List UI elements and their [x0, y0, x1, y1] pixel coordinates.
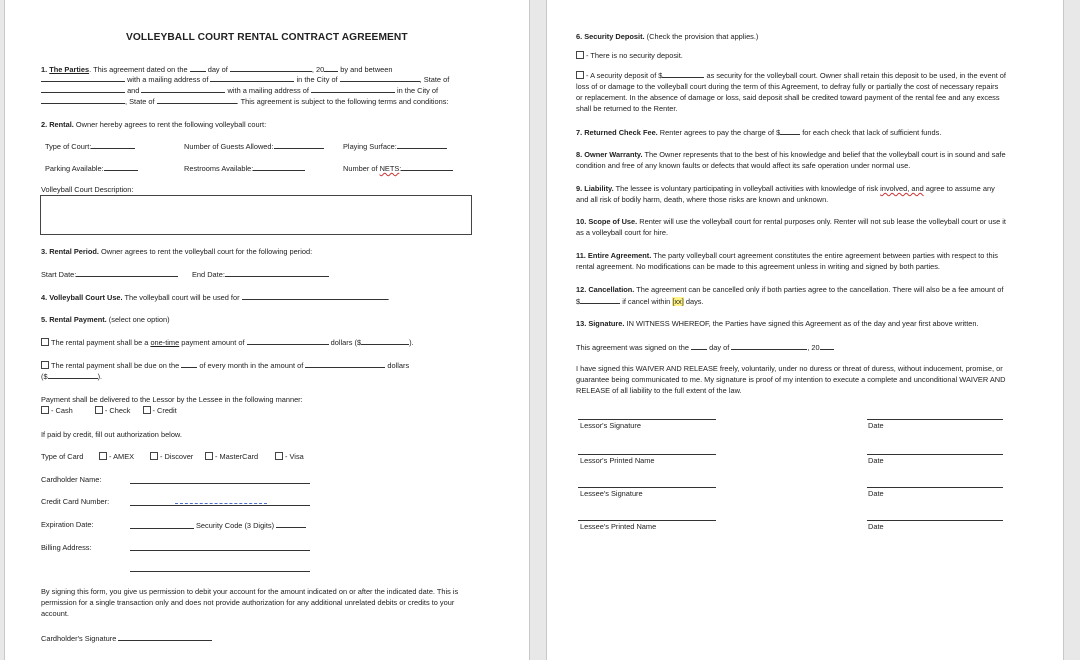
guests-row: Number of Guests Allowed: — [184, 140, 324, 152]
credit-instructions: If paid by credit, fill out authorization below. — [41, 430, 182, 439]
billing-address-field-2[interactable] — [130, 571, 310, 572]
card-number-guide — [175, 503, 267, 504]
party2-address-field[interactable] — [311, 84, 395, 93]
party1-state-field[interactable] — [41, 84, 125, 93]
parties-line-3: and with a mailing address of in the City of — [41, 84, 438, 96]
s12-text: 12. Cancellation. The agreement can be cancelled only if both parties agree to the cancellation. There will also be a fee amount of $ if cancel within [xx] days. — [576, 285, 1004, 306]
s6-heading: 6. Security Deposit. (Check the provision that applies.) — [576, 32, 759, 41]
date-label-2: Date — [868, 456, 884, 465]
payment-option-2-checkbox[interactable] — [41, 361, 49, 369]
payment-option-2: The rental payment shall be due on the of every month in the amount of dollars — [41, 359, 409, 371]
document-title: VOLLEYBALL COURT RENTAL CONTRACT AGREEMENT — [126, 32, 408, 43]
party2-state-field[interactable] — [157, 95, 237, 104]
nets-row: Number of NETS: — [343, 162, 453, 174]
page-2 — [546, 0, 1064, 660]
nets-field[interactable] — [401, 162, 453, 171]
s10-text: 10. Scope of Use. Renter will use the volleyball court for rental purposes only. Renter will not sub lease the volleyball court or use it as a volleyball court for hire. — [576, 217, 1006, 237]
parties-line-1: 1. The Parties. This agreement dated on the day of , 20 by and between — [41, 65, 393, 74]
court-description-label: Volleyball Court Description: — [41, 185, 134, 194]
parking-row: Parking Available: — [45, 162, 138, 174]
surface-field[interactable] — [397, 140, 447, 149]
payment-delivery-text: Payment shall be delivered to the Lessor by the Lessee in the following manner: — [41, 395, 303, 404]
party1-city-field[interactable] — [340, 73, 420, 82]
signed-year-field[interactable] — [820, 341, 834, 350]
date-label-4: Date — [868, 522, 884, 531]
s11-text: 11. Entire Agreement. The party volleyball court agreement constitutes the entire agreement between parties with respect to this rental agreement. No modifications can be made to this agreement unless in writing and signed by both parties. — [576, 251, 998, 271]
signed-day-field[interactable] — [691, 341, 707, 350]
start-date-row: Start Date: — [41, 268, 178, 280]
start-date-field[interactable] — [76, 268, 178, 277]
mastercard-option: - MasterCard — [205, 451, 258, 462]
day-field[interactable] — [190, 63, 206, 72]
end-date-row: End Date: — [192, 268, 329, 280]
period-heading: 3. Rental Period. Owner agrees to rent the volleyball court for the following period: — [41, 247, 313, 256]
lessor-signature-date-field[interactable] — [867, 419, 1003, 420]
security-code-field[interactable] — [276, 519, 306, 528]
payment-method-row: - Cash - Check - Credit — [41, 405, 177, 416]
credit-consent-text: By signing this form, you give us permission to debit your account for the amount indicated on or after the indicated date. This is permission for a single transaction only and does not provide authorization for any additional unrelated debits or credits to your account. — [41, 587, 459, 618]
check-fee-field[interactable] — [780, 126, 800, 135]
security-code-row: Security Code (3 Digits) — [196, 519, 306, 531]
discover-option: - Discover — [150, 451, 193, 462]
guests-field[interactable] — [274, 140, 324, 149]
party1-address-field[interactable] — [210, 73, 294, 82]
monthly-amount-field[interactable] — [48, 370, 98, 379]
s13-row: 13. Signature. IN WITNESS WHEREOF, the Parties have signed this Agreement as of the day and year first above written. — [576, 319, 979, 328]
end-date-field[interactable] — [225, 268, 329, 277]
card-number-field[interactable] — [130, 505, 310, 506]
s6-option-1: - There is no security deposit. — [576, 50, 683, 61]
lessor-printed-name-label: Lessor's Printed Name — [580, 456, 655, 465]
card-type-label: Type of Card — [41, 452, 84, 461]
due-day-field[interactable] — [181, 359, 197, 368]
signed-month-field[interactable] — [731, 341, 807, 350]
date-label-3: Date — [868, 489, 884, 498]
lessee-signature-date-field[interactable] — [867, 487, 1003, 488]
parties-line-2: with a mailing address of in the City of , State of — [41, 73, 449, 85]
no-deposit-checkbox[interactable] — [576, 51, 584, 59]
use-row: 4. Volleyball Court Use. The volleyball court will be used for . — [41, 293, 390, 302]
one-time-amount-field[interactable] — [361, 336, 409, 345]
check-checkbox[interactable] — [95, 406, 103, 414]
parties-heading: The Parties — [49, 65, 90, 74]
cardholder-name-label: Cardholder Name: — [41, 475, 102, 484]
party2-name-field[interactable] — [141, 84, 225, 93]
use-field[interactable] — [242, 291, 388, 300]
cardholder-signature-row: Cardholder's Signature — [41, 632, 212, 644]
billing-address-field-1[interactable] — [130, 550, 310, 551]
type-of-court-row: Type of Court: — [45, 140, 135, 152]
cancel-days-placeholder: [xx] — [672, 297, 684, 306]
deposit-checkbox[interactable] — [576, 71, 584, 79]
payment-option-1-checkbox[interactable] — [41, 338, 49, 346]
payment-option-2-cont: ($ ). — [41, 372, 103, 381]
page-1 — [4, 0, 530, 660]
amex-option: - AMEX — [99, 451, 134, 462]
cardholder-name-field[interactable] — [130, 483, 310, 484]
card-number-label: Credit Card Number: — [41, 497, 110, 506]
lessee-signature-label: Lessee's Signature — [580, 489, 643, 498]
signed-on-row: This agreement was signed on the day of , 20 — [576, 341, 834, 353]
parties-line-4: , State of . This agreement is subject to the following terms and conditions: — [41, 95, 449, 107]
date-label-1: Date — [868, 421, 884, 430]
expiration-field[interactable] — [130, 528, 194, 529]
month-field[interactable] — [230, 63, 312, 72]
payment-heading: 5. Rental Payment. (select one option) — [41, 315, 170, 324]
billing-address-label: Billing Address: — [41, 543, 92, 552]
court-description-box[interactable] — [40, 195, 472, 235]
visa-checkbox[interactable] — [275, 452, 283, 460]
s9-text: 9. Liability. The lessee is voluntary participating in volleyball activities with knowledge of risk involved, and agree to assume any and all risk of bodily harm, death, where those risks are known and unknown. — [576, 184, 995, 204]
discover-checkbox[interactable] — [150, 452, 158, 460]
cancel-fee-field[interactable] — [580, 295, 620, 304]
rental-heading: 2. Rental. Owner hereby agrees to rent the following volleyball court: — [41, 120, 267, 129]
restrooms-row: Restrooms Available: — [184, 162, 305, 174]
lessor-signature-label: Lessor's Signature — [580, 421, 641, 430]
restrooms-field[interactable] — [253, 162, 305, 171]
deposit-amount-field[interactable] — [662, 69, 704, 78]
s6-option-2: - A security deposit of $ as security for the volleyball court. Owner shall retain this deposit to be used, in the event of loss of or damage to the volleyball court during the term of this Agreement, to defray fully or partially the cost of necessary repairs or replacement. In the absence of damage or loss, said deposit shall be credited toward payment of the rental fee and any excess shall be returned to the Renter. — [576, 71, 1006, 113]
type-of-court-field[interactable] — [91, 140, 135, 149]
payment-option-1: The rental payment shall be a one-time payment amount of dollars ($ ). — [41, 336, 414, 348]
parking-field[interactable] — [104, 162, 138, 171]
s7-row: 7. Returned Check Fee. Renter agrees to pay the charge of $ for each check that lack of sufficient funds. — [576, 128, 942, 137]
s8-text: 8. Owner Warranty. The Owner represents that to the best of his knowledge and belief that the volleyball court is in sound and safe condition and free of any known faults or defects that would affect its safe operation under normal use. — [576, 150, 1006, 170]
mastercard-checkbox[interactable] — [205, 452, 213, 460]
visa-option: - Visa — [275, 451, 304, 462]
lessor-printed-date-field[interactable] — [867, 454, 1003, 455]
party2-city-field[interactable] — [41, 95, 125, 104]
expiration-label: Expiration Date: — [41, 520, 94, 529]
cardholder-signature-field[interactable] — [118, 632, 212, 641]
party1-name-field[interactable] — [41, 73, 125, 82]
lessee-printed-name-label: Lessee's Printed Name — [580, 522, 657, 531]
surface-row: Playing Surface: — [343, 140, 447, 152]
monthly-amount-words-field[interactable] — [305, 359, 385, 368]
cash-checkbox[interactable] — [41, 406, 49, 414]
lessee-printed-date-field[interactable] — [867, 520, 1003, 521]
amex-checkbox[interactable] — [99, 452, 107, 460]
waiver-text: I have signed this WAIVER AND RELEASE freely, voluntarily, under no duress or threat of duress, without inducement, promise, or guarantee being communicated to me. My signature is proof of my intention to execute a complete and unconditional WAIVER AND RELEASE of all liability to the full extent of the law. — [576, 364, 1006, 395]
year-field[interactable] — [324, 63, 338, 72]
credit-checkbox[interactable] — [143, 406, 151, 414]
one-time-amount-words-field[interactable] — [247, 336, 329, 345]
